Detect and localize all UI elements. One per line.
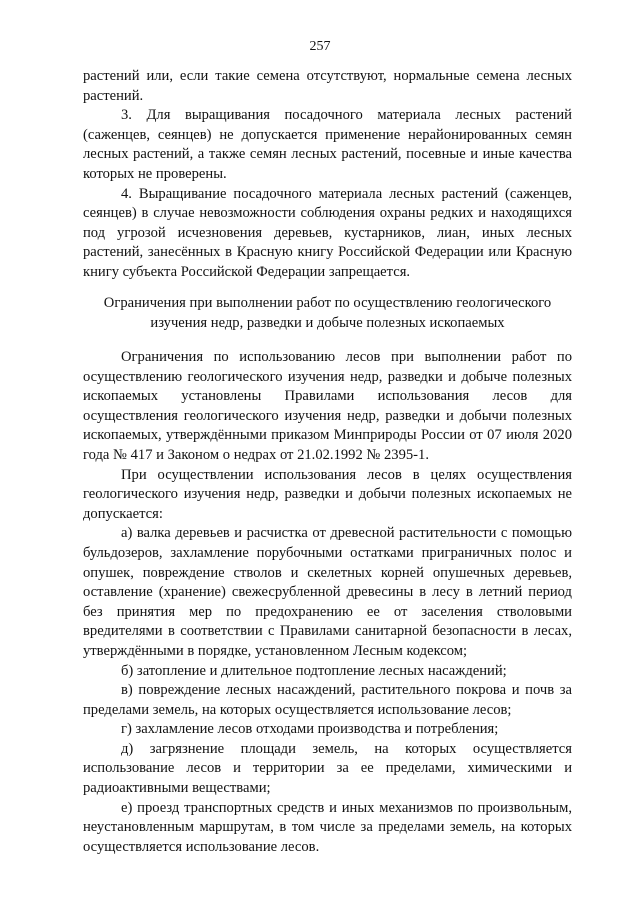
list-item-g: г) захламление лесов отходами производства и потребления; — [121, 721, 499, 738]
list-item-a: а) валка деревьев и расчистка от древесной растительности с помощью бульдозеров, захламление порубочными остатками приграничных полос и опушек, повреждение стволов и скелетных корней опушечных деревьев, оставление (хранение) свежесрубленной древесины в лесу в летний период без принятия мер по предохранению ее от заселения стволовыми вредителями в соответствии с Правилами санитарной безопасности в лесах, утверждёнными в порядке, установленном Лесным кодексом; — [83, 525, 572, 659]
paragraph-continuation: растений или, если такие семена отсутствуют, нормальные семена лесных растений. — [83, 68, 572, 104]
section-body — [83, 348, 572, 857]
paragraph-item-4: 4. Выращивание посадочного материала лесных растений (саженцев, сеянцев) в случае невозможности соблюдения охраны редких и находящихся под угрозой исчезновения деревьев, кустарников, лиан, иных лесных растений, занесённых в Красную книгу Российской Федерации или Красную книгу субъекта Российской Федерации запрещается. — [83, 185, 572, 280]
list-item-e: е) проезд транспортных средств и иных механизмов по произвольным, неустановленным маршрутам, в том числе за пределами земель, на которых осуществляется использование лесов. — [83, 799, 572, 855]
top-text-block — [83, 67, 572, 283]
list-item-v: в) повреждение лесных насаждений, растительного покрова и почв за пределами земель, на которых осуществляется использование лесов; — [83, 682, 572, 718]
page-number: 257 — [309, 39, 331, 54]
list-item-d: д) загрязнение площади земель, на которых осуществляется использование лесов и территории за ее пределами, химическими и радиоактивными веществами; — [83, 740, 572, 797]
paragraph-item-3: 3. Для выращивания посадочного материала лесных растений (саженцев, сеянцев) не допускается применение нерайонированных семян лесных растений, а также семян лесных растений, посевные и иные качества которых не проверены. — [83, 107, 572, 182]
paragraph-restrictions-lead: При осуществлении использования лесов в целях осуществления геологического изучения недр, разведки и добычи полезных ископаемых не допускается: — [83, 466, 572, 522]
section-heading-line: изучения недр, разведки и добыче полезных ископаемых — [150, 314, 505, 331]
paragraph-intro: Ограничения по использованию лесов при выполнении работ по осуществлению геологического изучения недр, разведки и добыче полезных ископаемых установлены Правилами использования лесов для осуществления геологического изучения недр, разведки и добычи полезных ископаемых, утверждёнными приказом Минприроды России от 07 июля 2020 года № 417 и Законом о недрах от 21.02.1992 № 2395-1. — [83, 349, 572, 463]
list-item-b: б) затопление и длительное подтопление лесных насаждений; — [121, 662, 507, 679]
section-heading-line: Ограничения при выполнении работ по осуществлению геологического — [103, 295, 552, 311]
section-heading — [83, 294, 572, 333]
